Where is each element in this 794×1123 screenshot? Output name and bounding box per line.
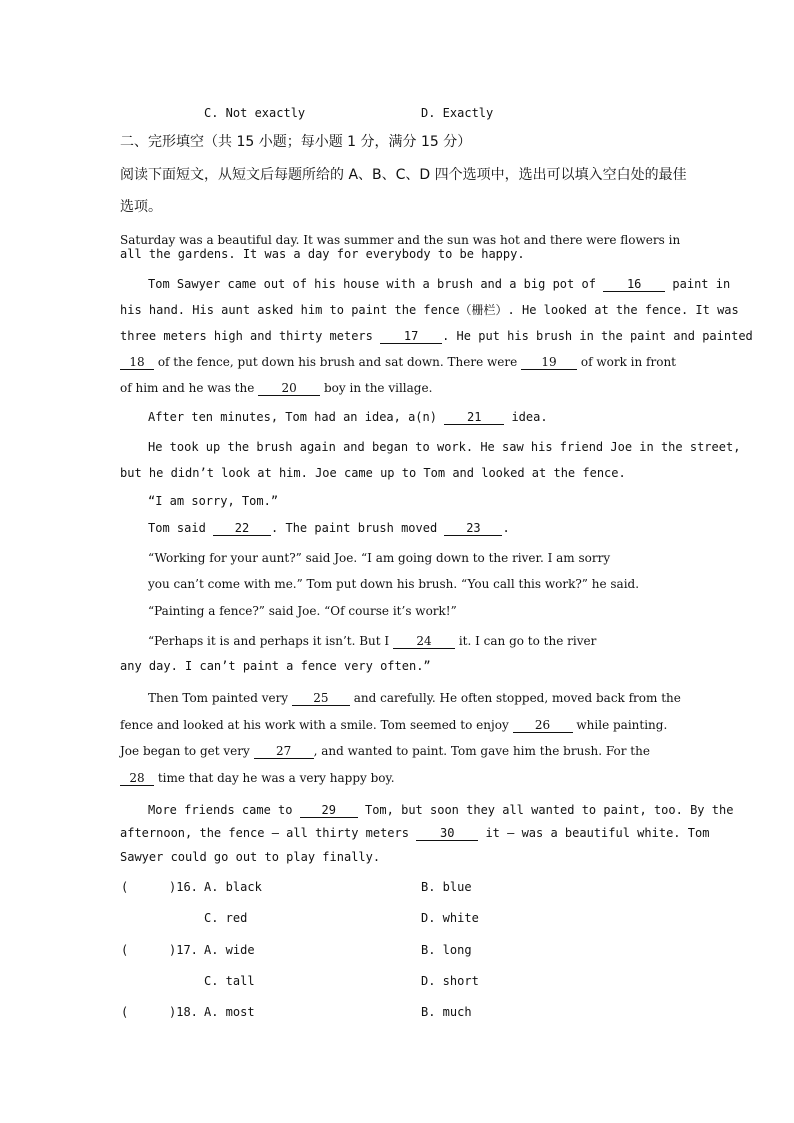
passage-text: . The paint brush moved [271, 521, 438, 535]
blank-29: 29 [300, 803, 358, 818]
question-number: )18. [169, 1005, 198, 1019]
passage-line [120, 354, 676, 370]
passage-line [148, 409, 548, 425]
passage-line: “Painting a fence?” said Joe. “Of course it’s work!” [148, 604, 457, 618]
passage-text: More friends came to [148, 803, 293, 817]
answer-paren: ( [121, 880, 129, 894]
passage-text: , and wanted to paint. Tom gave him the brush. For the [313, 744, 650, 758]
passage-text: Tom Sawyer came out of his house with a brush and a big pot of [148, 277, 596, 291]
passage-line: but he didn’t look at him. Joe came up to Tom and looked at the fence. [120, 466, 626, 480]
blank-19: 19 [521, 355, 577, 370]
option-d-prev: D. Exactly [421, 106, 494, 120]
passage-text: Joe began to get very [120, 744, 250, 758]
blank-20: 20 [258, 381, 320, 396]
answer-paren: ( [121, 1005, 129, 1019]
passage-line: “I am sorry, Tom.” [148, 494, 279, 508]
passage-text: Tom, but soon they all wanted to paint, too. By the [364, 803, 734, 817]
blank-27: 27 [254, 744, 314, 759]
passage-line [120, 717, 667, 733]
section-title: 二、完形填空（共 15 小题；每小题 1 分，满分 15 分） [120, 134, 472, 150]
passage-text: Then Tom painted very [148, 691, 289, 705]
answer-paren: ( [121, 943, 129, 957]
option-b: B. blue [421, 880, 472, 894]
passage-line [148, 520, 510, 536]
blank-26: 26 [513, 718, 573, 733]
passage-text: while painting. [576, 718, 668, 732]
passage-line: He took up the brush again and began to work. He saw his friend Joe in the street, [148, 440, 741, 454]
passage-text: time that day he was a very happy boy. [157, 771, 395, 785]
passage-text: “Perhaps it is and perhaps it isn’t. But I [148, 634, 390, 648]
option-b: B. much [421, 1005, 472, 1019]
passage-text: three meters high and thirty meters [120, 329, 373, 343]
passage-text: it. I can go to the river [458, 634, 597, 648]
blank-23: 23 [444, 521, 502, 536]
passage-line: his hand. His aunt asked him to paint the fence（栅栏）. He looked at the fence. It was [120, 303, 739, 317]
blank-25: 25 [292, 691, 350, 706]
option-c-prev: C. Not exactly [204, 106, 306, 120]
passage-text: boy in the village. [323, 381, 433, 395]
blank-16: 16 [603, 277, 665, 292]
option-c: C. red [204, 911, 248, 925]
passage-line [120, 380, 432, 396]
passage-intro-line: all the gardens. It was a day for everybody to be happy. [120, 247, 525, 261]
passage-text: . He put his brush in the paint and painted [442, 329, 753, 343]
passage-intro-line: Saturday was a beautiful day. It was summer and the sun was hot and there were flowers in [120, 233, 681, 247]
blank-24: 24 [393, 634, 455, 649]
passage-text: of him and he was the [120, 381, 255, 395]
question-number: )16. [169, 880, 198, 894]
blank-22: 22 [213, 521, 271, 536]
option-d: D. white [421, 911, 479, 925]
passage-line: “Working for your aunt?” said Joe. “I am going down to the river. I am sorry [148, 551, 611, 565]
blank-28: 28 [120, 771, 154, 786]
passage-text: . [502, 521, 510, 535]
option-d: D. short [421, 974, 479, 988]
passage-line: any day. I can’t paint a fence very often.” [120, 659, 431, 673]
passage-text: and carefully. He often stopped, moved back from the [353, 691, 681, 705]
passage-line [148, 690, 681, 706]
option-b: B. long [421, 943, 472, 957]
option-a: A. black [204, 880, 262, 894]
option-a: A. wide [204, 943, 255, 957]
section-instruction: 阅读下面短文，从短文后每题所给的 A、B、C、D 四个选项中，选出可以填入空白处的最佳 [120, 167, 687, 183]
blank-30: 30 [416, 826, 478, 841]
section-instruction-cont: 选项。 [120, 199, 162, 215]
passage-line [148, 276, 730, 292]
passage-text: idea. [511, 410, 548, 424]
blank-21: 21 [444, 410, 504, 425]
passage-text: of the fence, put down his brush and sat down. There were [157, 355, 518, 369]
passage-text: of work in front [580, 355, 677, 369]
passage-text: it — was a beautiful white. Tom [485, 826, 710, 840]
passage-text: After ten minutes, Tom had an idea, a(n) [148, 410, 437, 424]
passage-line [120, 825, 709, 841]
passage-text: fence and looked at his work with a smile. Tom seemed to enjoy [120, 718, 509, 732]
option-c: C. tall [204, 974, 255, 988]
passage-line [120, 770, 395, 786]
passage-line [148, 633, 596, 649]
passage-text: Tom said [148, 521, 206, 535]
passage-line [120, 328, 753, 344]
passage-line [148, 802, 733, 818]
question-number: )17. [169, 943, 198, 957]
passage-line [120, 743, 650, 759]
passage-line: Sawyer could go out to play finally. [120, 850, 381, 864]
option-a: A. most [204, 1005, 255, 1019]
blank-18: 18 [120, 355, 154, 370]
passage-text: afternoon, the fence — all thirty meters [120, 826, 409, 840]
passage-text: paint in [672, 277, 731, 291]
passage-line: you can’t come with me.” Tom put down his brush. “You call this work?” he said. [148, 577, 640, 591]
blank-17: 17 [380, 329, 442, 344]
